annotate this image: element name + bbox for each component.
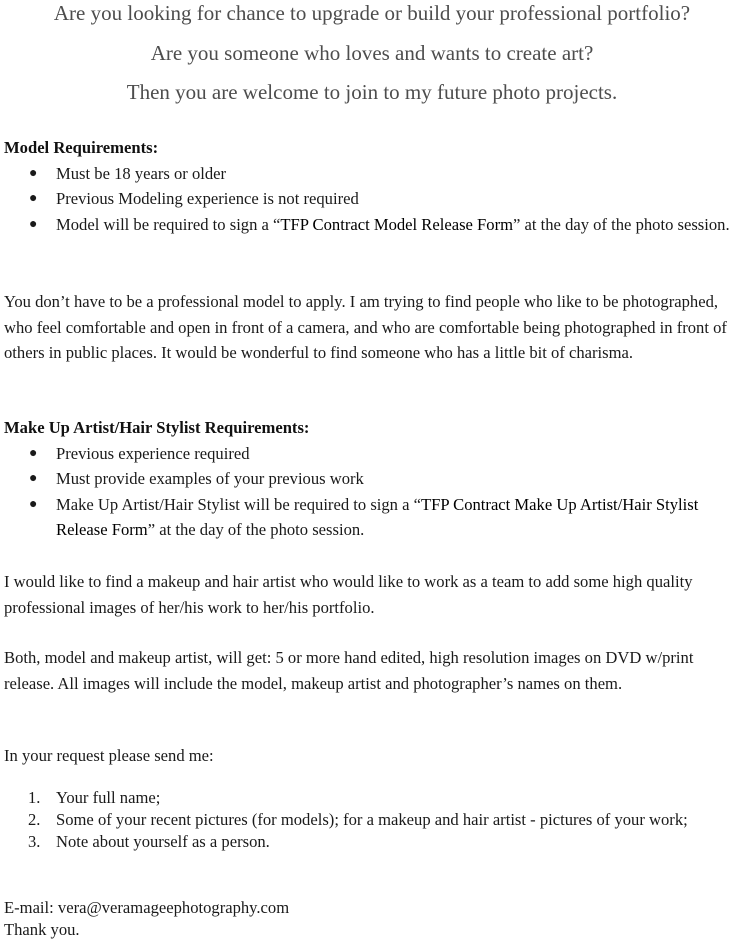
makeup-requirements-section — [4, 415, 744, 543]
request-item-3: Note about yourself as a person. — [56, 832, 270, 851]
makeup-item-3-pre: Make Up Artist/Hair Stylist will be required to sign a “ — [56, 494, 422, 514]
list-item — [4, 212, 744, 238]
benefits-paragraph: Both, model and makeup artist, will get: 5 or more hand edited, high resolution images on DVD w/print release. All images will include the model, makeup artist and photographer’s names on them. — [4, 648, 694, 693]
model-description-paragraph: You don’t have to be a professional model to apply. I am trying to find people who like to be photographed, who feel comfortable and open in front of a camera, and who are comfortable being photographed in front of others in public places. It would be wonderful to find someone who has a little bit of charisma. — [4, 292, 727, 362]
makeup-item-2: Must provide examples of your previous work — [56, 469, 364, 488]
list-item — [4, 831, 744, 853]
bullet-icon: ● — [29, 471, 38, 486]
request-section — [4, 787, 744, 853]
list-item — [4, 161, 744, 187]
model-item-2: Previous Modeling experience is not required — [56, 189, 359, 208]
model-requirements-heading — [4, 135, 744, 161]
bullet-icon: ● — [29, 165, 38, 181]
model-requirements-section — [4, 135, 744, 237]
makeup-requirements-list — [4, 441, 744, 543]
bullet-icon: ● — [29, 445, 38, 461]
bullet-icon: ● — [29, 216, 38, 232]
list-number: 2. — [28, 810, 41, 829]
list-item — [4, 441, 744, 467]
request-intro: In your request please send me: — [4, 746, 214, 765]
list-item — [4, 492, 744, 543]
makeup-heading-bold: Make Up Artist/Hair Stylist — [4, 418, 201, 437]
closing-thanks: Thank you. — [4, 920, 80, 939]
list-item — [4, 466, 744, 492]
bullet-icon: ● — [29, 496, 38, 512]
request-list — [4, 787, 744, 853]
request-item-1: Your full name; — [56, 788, 161, 807]
makeup-description-paragraph: I would like to find a makeup and hair artist who would like to work as a team to add some high quality professional images of her/his work to her/his portfolio. — [4, 572, 693, 617]
makeup-item-1: Previous experience required — [56, 443, 250, 463]
model-requirements-list — [4, 161, 744, 238]
makeup-requirements-heading — [4, 415, 744, 441]
list-item — [4, 809, 744, 831]
model-item-1: Must be 18 years or older — [56, 163, 227, 183]
model-heading-bold: Model — [4, 138, 50, 157]
list-number: 3. — [28, 832, 41, 851]
model-heading-rest: Requirements: — [49, 138, 159, 157]
model-item-3-post: ” at the day of the photo session. — [513, 214, 730, 234]
list-item — [4, 186, 744, 212]
model-release-form-name: TFP Contract Model Release Form — [280, 214, 514, 234]
list-item — [4, 787, 744, 809]
request-item-2: Some of your recent pictures (for models); for a makeup and hair artist - pictures of your work; — [56, 810, 688, 829]
model-item-3-pre: Model will be required to sign a “ — [56, 214, 281, 234]
contact-email: E-mail: vera@veramageephotography.com — [4, 898, 290, 917]
intro-line-2: Are you someone who loves and wants to create art? — [150, 41, 594, 65]
contact-section — [4, 897, 744, 941]
makeup-item-3-post: ” at the day of the photo session. — [147, 520, 365, 539]
intro-line-1: Are you looking for chance to upgrade or build your professional portfolio? — [53, 1, 691, 25]
bullet-icon: ● — [29, 191, 38, 206]
list-number: 1. — [28, 788, 41, 807]
makeup-release-form-name: TFP Contract Make Up Artist/Hair Stylist Release Form — [56, 494, 699, 539]
makeup-heading-rest: Requirements: — [200, 418, 310, 437]
intro-line-3: Then you are welcome to join to my future photo projects. — [126, 80, 618, 104]
